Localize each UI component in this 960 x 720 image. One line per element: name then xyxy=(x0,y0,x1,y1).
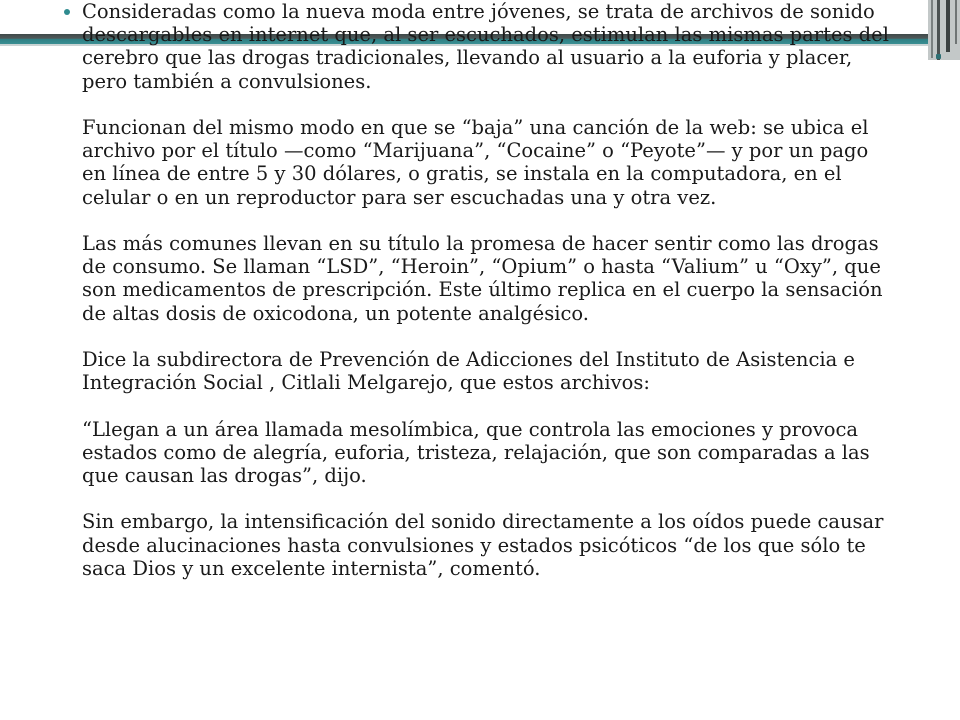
paragraph-names: Las más comunes llevan en su título la promesa de hacer sentir como las drogas de consumo. Se llaman “LSD”, “Heroin”, “Opium” o hasta “Valium” u “Oxy”, que son medicamentos de prescripción. Este último replica en el cuerpo la sensación de altas dosis de oxicodona, un potente analgésico. xyxy=(82,232,883,325)
frame-line xyxy=(931,0,933,58)
frame-line xyxy=(937,0,940,60)
frame-line xyxy=(955,0,957,44)
frame-accent xyxy=(936,54,941,59)
paragraph-quote: “Llegan a un área llamada mesolímbica, que controla las emociones y provoca estados como de alegría, euforia, tristeza, relajación, que son comparadas a las que causan las drogas”, dijo. xyxy=(82,417,870,487)
bullet-icon xyxy=(64,9,70,15)
paragraph-how-it-works: Funcionan del mismo modo en que se “baja” una canción de la web: se ubica el archivo por el título —como “Marijuana”, “Cocaine” o “Peyote”— y por un pago en línea de entre 5 y 30 dólares, o gratis, se instala en la computadora, en el celular o en un reproductor para ser escuchadas una y otra vez. xyxy=(82,116,869,209)
slide-body xyxy=(82,0,892,580)
paragraph-expert: Dice la subdirectora de Prevención de Adicciones del Instituto de Asistencia e Integración Social , Citlali Melgarejo, que estos archivos: xyxy=(82,348,855,395)
right-edge-frame xyxy=(928,0,960,60)
paragraph-intro: Consideradas como la nueva moda entre jóvenes, se trata de archivos de sonido descargables en internet que, al ser escuchados, estimulan las mismas partes del cerebro que las drogas tradicionales, llevando al usuario a la euforia y placer, pero también a convulsiones. xyxy=(82,0,889,93)
paragraph-conclusion: Sin embargo, la intensificación del sonido directamente a los oídos puede causar desde alucinaciones hasta convulsiones y estados psicóticos “de los que sólo te saca Dios y un excelente internista”, comentó. xyxy=(82,510,884,580)
frame-line xyxy=(946,0,950,52)
